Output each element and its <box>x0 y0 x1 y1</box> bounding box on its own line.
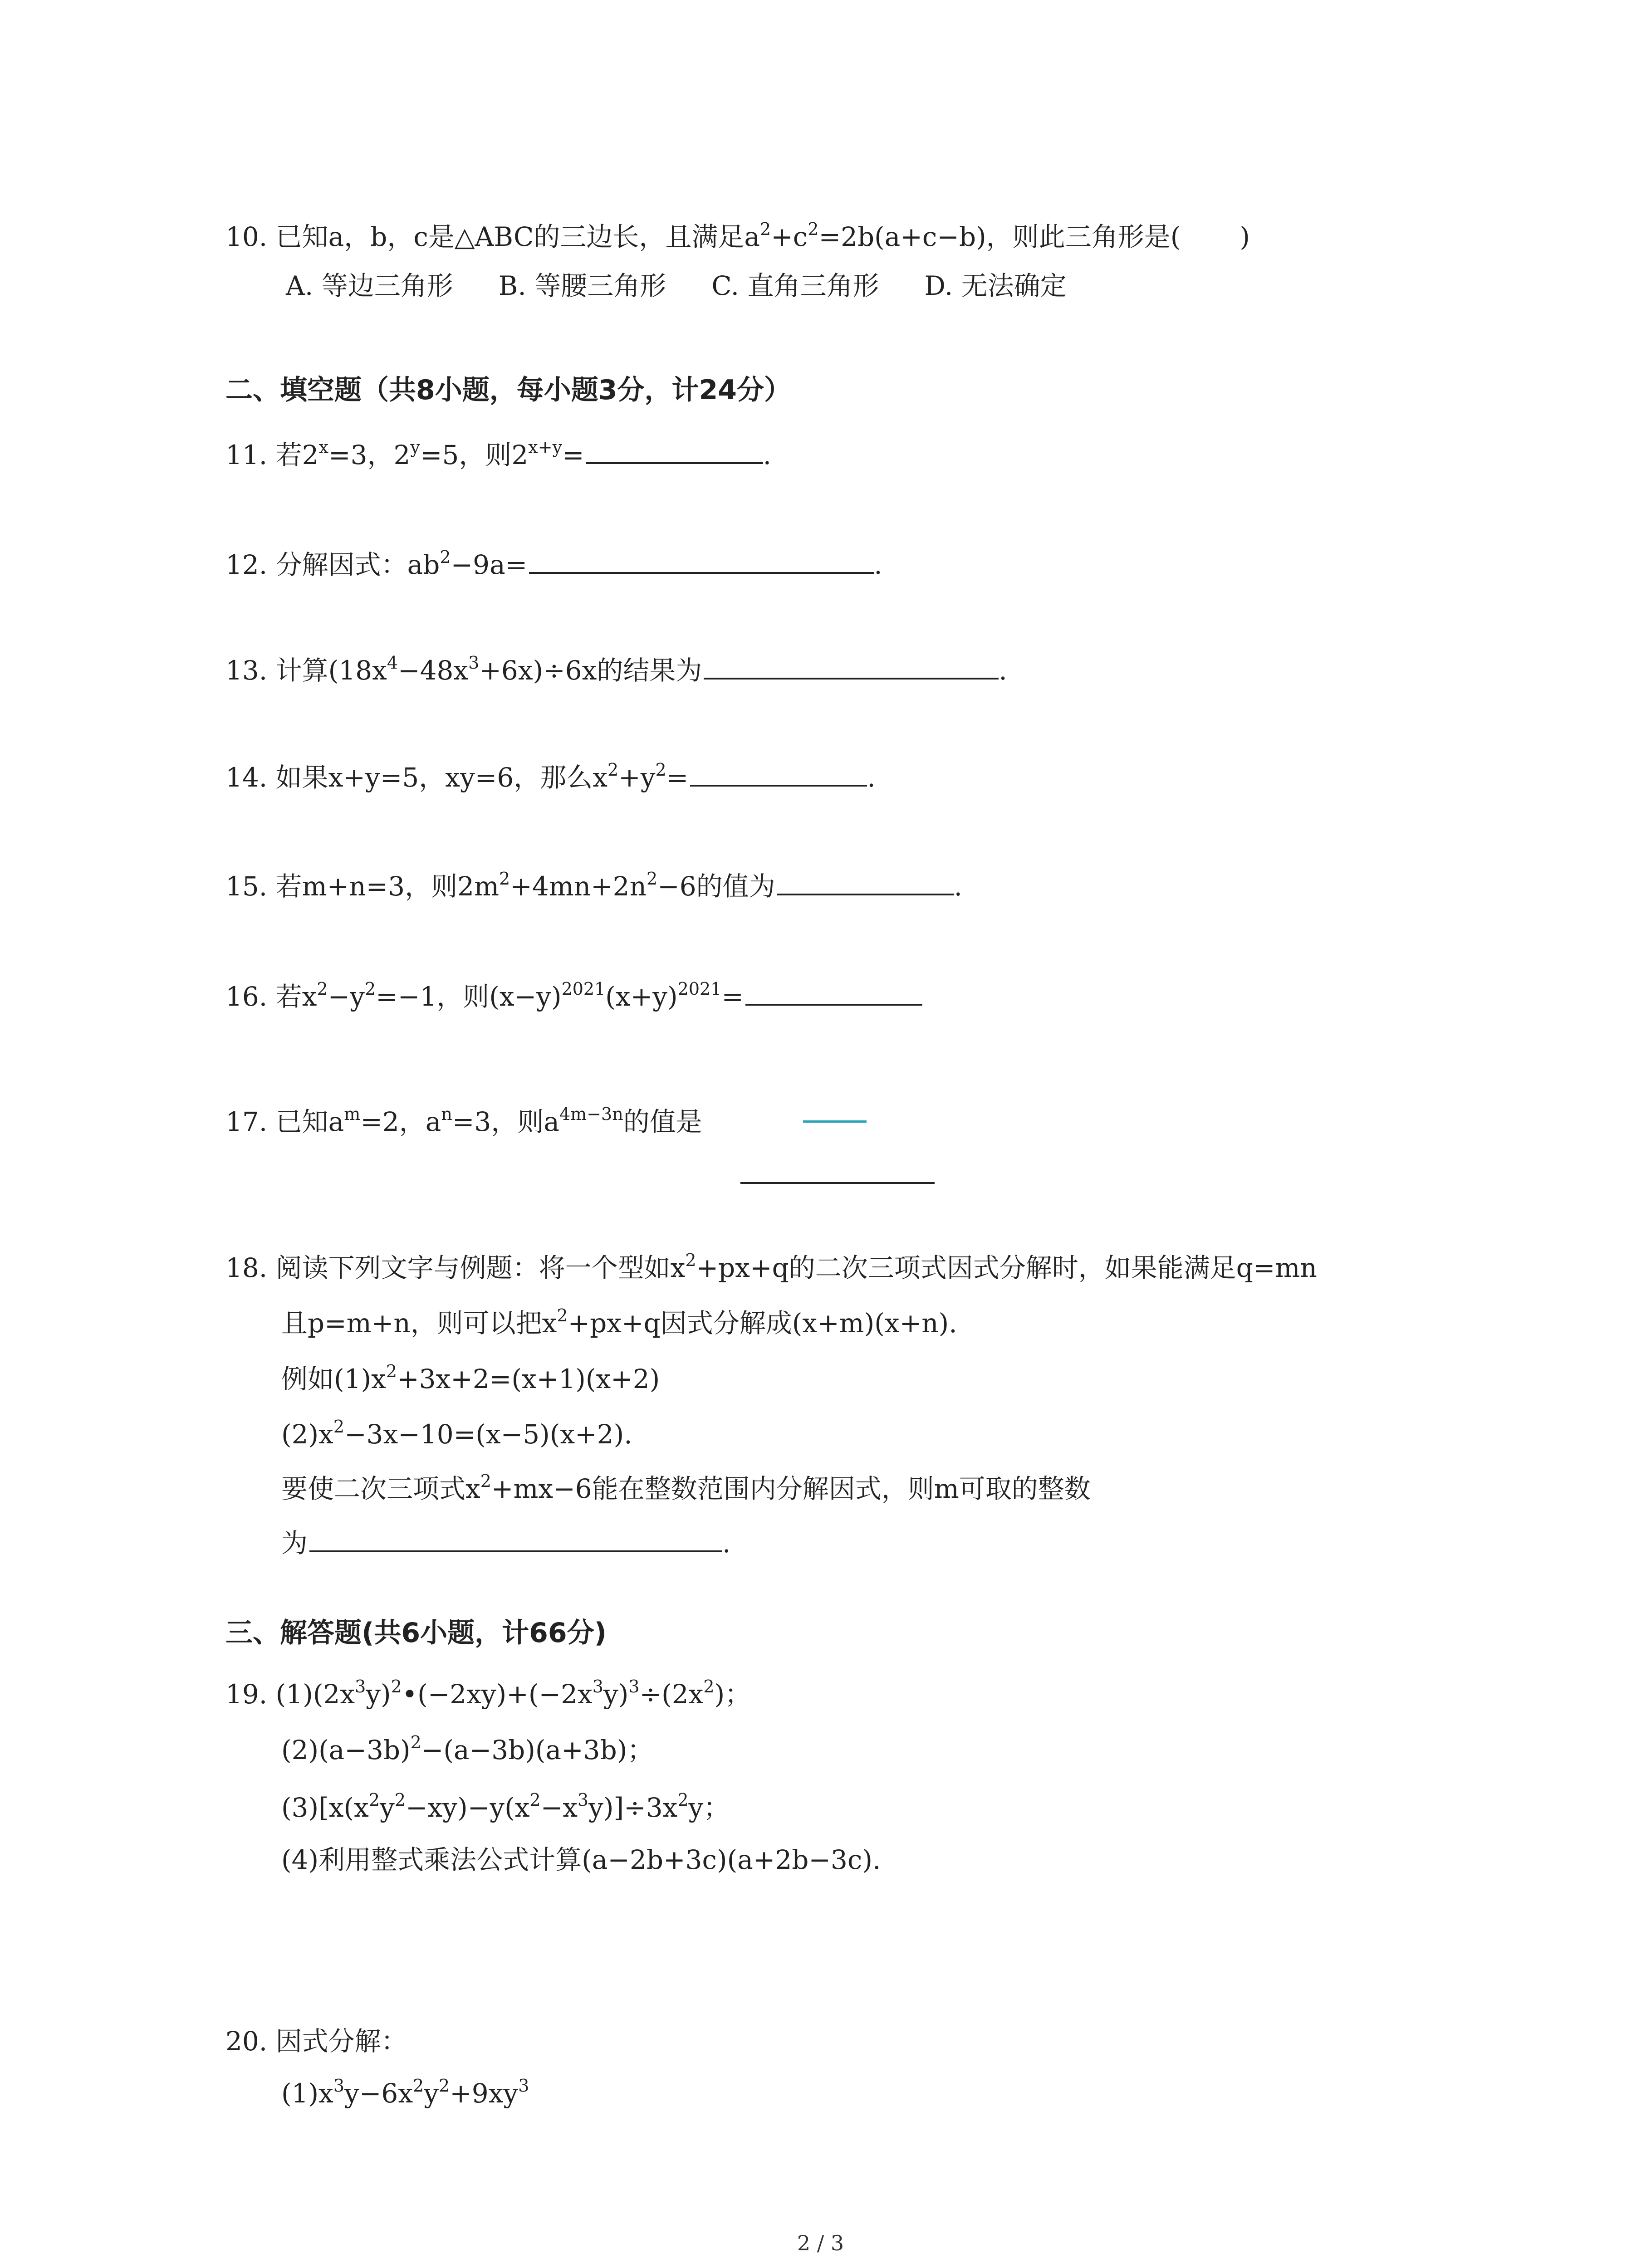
q20-text: (1)x <box>281 2078 333 2109</box>
q13-text: −48x <box>398 655 469 686</box>
q18-line6 <box>281 1525 730 1561</box>
exponent: x <box>318 437 329 457</box>
exponent: n <box>441 1104 452 1124</box>
q17-text: 的值是 <box>623 1106 702 1137</box>
q14 <box>225 759 876 796</box>
q10-stem <box>225 219 1250 255</box>
q11-text: . <box>763 440 772 470</box>
exponent: 2 <box>760 219 771 239</box>
q19-part1 <box>225 1676 751 1712</box>
q12-text: −9a= <box>451 549 528 580</box>
answer-blank[interactable] <box>309 1526 722 1552</box>
q18-line1 <box>225 1250 1317 1286</box>
exponent: 2 <box>413 2076 424 2096</box>
exponent: 2 <box>480 1471 491 1491</box>
section-heading-fill-blank: 二、填空题（共8小题，每小题3分，计24分） <box>225 374 791 406</box>
q12-text: . <box>874 549 882 580</box>
q20-text: y <box>424 2078 439 2109</box>
exponent: 2 <box>557 1305 568 1325</box>
option-c[interactable]: C. 直角三角形 <box>711 270 879 301</box>
q19-text: y) <box>603 1679 629 1710</box>
option-d[interactable]: D. 无法确定 <box>924 270 1067 301</box>
exponent: 2 <box>394 1790 406 1810</box>
exponent: 3 <box>628 1677 640 1696</box>
q16-text: (x+y) <box>605 981 678 1012</box>
q19-text: •(−2xy)+(−2x <box>402 1679 593 1710</box>
q17 <box>225 1104 702 1140</box>
q18-line2 <box>281 1305 957 1341</box>
exponent: 4m−3n <box>559 1104 623 1124</box>
q18-line5 <box>281 1471 1091 1507</box>
q19-part4 <box>281 1842 881 1878</box>
exponent: x+y <box>528 437 563 457</box>
exponent: 2 <box>677 1790 689 1810</box>
q18-text: +px+q的二次三项式因式分解时，如果能满足q=mn <box>696 1252 1317 1283</box>
q19-part3 <box>281 1789 730 1826</box>
q10-text: +c <box>771 221 808 252</box>
exponent: 2 <box>317 979 328 999</box>
q17-text: 17. 已知a <box>225 1106 344 1137</box>
exponent: 2 <box>685 1250 696 1270</box>
q13-text: 13. 计算(18x <box>225 655 387 686</box>
q20-text: y−6x <box>344 2078 413 2109</box>
q11-text: =5，则2 <box>420 440 529 470</box>
q18-text: +mx−6能在整数范围内分解因式，则m可取的整数 <box>491 1473 1091 1504</box>
q19-text: −xy)−y(x <box>406 1792 530 1823</box>
q11-text: 11. 若2 <box>225 440 319 470</box>
q19-text: y)]÷3x <box>588 1792 678 1823</box>
answer-blank[interactable] <box>704 653 999 679</box>
q19-text: y) <box>366 1679 391 1710</box>
exponent: 2 <box>386 1361 397 1381</box>
exponent: 2 <box>439 2076 450 2096</box>
exponent: 2 <box>607 760 619 780</box>
answer-blank[interactable] <box>777 869 954 895</box>
q11-text: = <box>562 440 584 470</box>
exponent: 3 <box>518 2076 529 2096</box>
q14-text: = <box>666 762 689 793</box>
q19-text: (4)利用整式乘法公式计算(a−2b+3c)(a+2b−3c). <box>281 1844 881 1875</box>
exponent: 2 <box>410 1732 421 1752</box>
exponent: 2021 <box>561 979 606 999</box>
q19-text: y； <box>688 1792 730 1823</box>
exponent: 3 <box>355 1677 366 1696</box>
q20-text: +9xy <box>450 2078 519 2109</box>
q18-line3 <box>281 1361 660 1397</box>
q20-part1 <box>281 2075 529 2112</box>
answer-blank[interactable] <box>745 979 922 1006</box>
q10-options <box>286 268 1112 304</box>
q15-text: +4mn+2n <box>510 871 647 902</box>
teal-underline <box>803 1120 867 1123</box>
q18-text: 例如(1)x <box>281 1364 386 1394</box>
exponent: 2 <box>703 1677 715 1696</box>
q18-text: +3x+2=(x+1)(x+2) <box>397 1364 660 1394</box>
q11-text: =3，2 <box>328 440 411 470</box>
exponent: 3 <box>592 1677 603 1696</box>
exponent: 2 <box>646 869 658 889</box>
q18-text: 且p=m+n，则可以把x <box>281 1308 557 1339</box>
q16-text: =−1，则(x−y) <box>376 981 562 1012</box>
q10-text: ) <box>1239 221 1250 252</box>
exponent: y <box>410 437 420 457</box>
exponent: 3 <box>468 653 480 673</box>
answer-blank[interactable] <box>740 1182 935 1184</box>
q19-part2 <box>281 1732 653 1768</box>
q14-text: . <box>867 762 876 793</box>
q19-text: −(a−3b)(a+3b)； <box>421 1735 654 1765</box>
q15-text: −6的值为 <box>657 871 775 902</box>
exponent: 3 <box>333 2076 345 2096</box>
q13 <box>225 652 1007 689</box>
q19-text: 19. (1)(2x <box>225 1679 355 1710</box>
q15-text: . <box>954 871 963 902</box>
q18-text: . <box>722 1528 731 1559</box>
q16-text: = <box>721 981 744 1012</box>
option-b[interactable]: B. 等腰三角形 <box>498 270 666 301</box>
q10-text: =2b(a+c−b)，则此三角形是( <box>818 221 1181 252</box>
q18-text: 要使二次三项式x <box>281 1473 480 1504</box>
exponent: 2 <box>368 1790 380 1810</box>
answer-blank[interactable] <box>529 547 874 574</box>
q19-text: (2)(a−3b) <box>281 1735 411 1765</box>
q17-text: =2，a <box>360 1106 441 1137</box>
q11 <box>225 437 771 473</box>
exponent: 2 <box>333 1417 345 1437</box>
q16-text: −y <box>328 981 365 1012</box>
q18-text: 18. 阅读下列文字与例题：将一个型如x <box>225 1252 686 1283</box>
q15 <box>225 868 962 904</box>
answer-blank[interactable] <box>690 760 867 787</box>
q19-text: y <box>380 1792 395 1823</box>
exponent: m <box>344 1104 361 1124</box>
exponent: 2 <box>655 760 666 780</box>
q18-text: (2)x <box>281 1419 333 1450</box>
q19-text: −x <box>540 1792 578 1823</box>
q12 <box>225 547 882 583</box>
q18-line4 <box>281 1416 632 1452</box>
q13-text: . <box>999 655 1007 686</box>
q10-text: 10. 已知a，b，c是△ABC的三边长，且满足a <box>225 221 760 252</box>
option-a[interactable]: A. 等边三角形 <box>286 270 453 301</box>
exponent: 3 <box>577 1790 589 1810</box>
q19-text: (3)[x(x <box>281 1792 369 1823</box>
exponent: 2 <box>440 547 451 567</box>
exponent: 2 <box>391 1677 402 1696</box>
q19-text: )； <box>714 1679 751 1710</box>
q13-text: +6x)÷6x的结果为 <box>479 655 702 686</box>
q17-text: =3，则a <box>452 1106 559 1137</box>
q18-text: −3x−10=(x−5)(x+2). <box>344 1419 632 1450</box>
q20-text: 20. 因式分解： <box>225 2026 407 2057</box>
q14-text: +y <box>618 762 656 793</box>
q20-title <box>225 2023 407 2059</box>
q12-text: 12. 分解因式：ab <box>225 549 440 580</box>
exponent: 2 <box>364 979 376 999</box>
exponent: 2 <box>499 869 510 889</box>
q18-text: +px+q因式分解成(x+m)(x+n). <box>568 1308 957 1339</box>
q14-text: 14. 如果x+y=5，xy=6，那么x <box>225 762 607 793</box>
exponent: 2 <box>529 1790 541 1810</box>
exponent: 2021 <box>677 979 722 999</box>
exponent: 2 <box>808 219 819 239</box>
exponent: 4 <box>387 653 398 673</box>
answer-blank[interactable] <box>586 438 763 464</box>
q16-text: 16. 若x <box>225 981 317 1012</box>
q16 <box>225 978 922 1015</box>
q19-text: ÷(2x <box>639 1679 704 1710</box>
q15-text: 15. 若m+n=3，则2m <box>225 871 500 902</box>
section-heading-solve: 三、解答题(共6小题，计66分) <box>225 1617 607 1649</box>
q18-text: 为 <box>281 1528 308 1559</box>
page-number: 2 / 3 <box>797 2231 844 2255</box>
